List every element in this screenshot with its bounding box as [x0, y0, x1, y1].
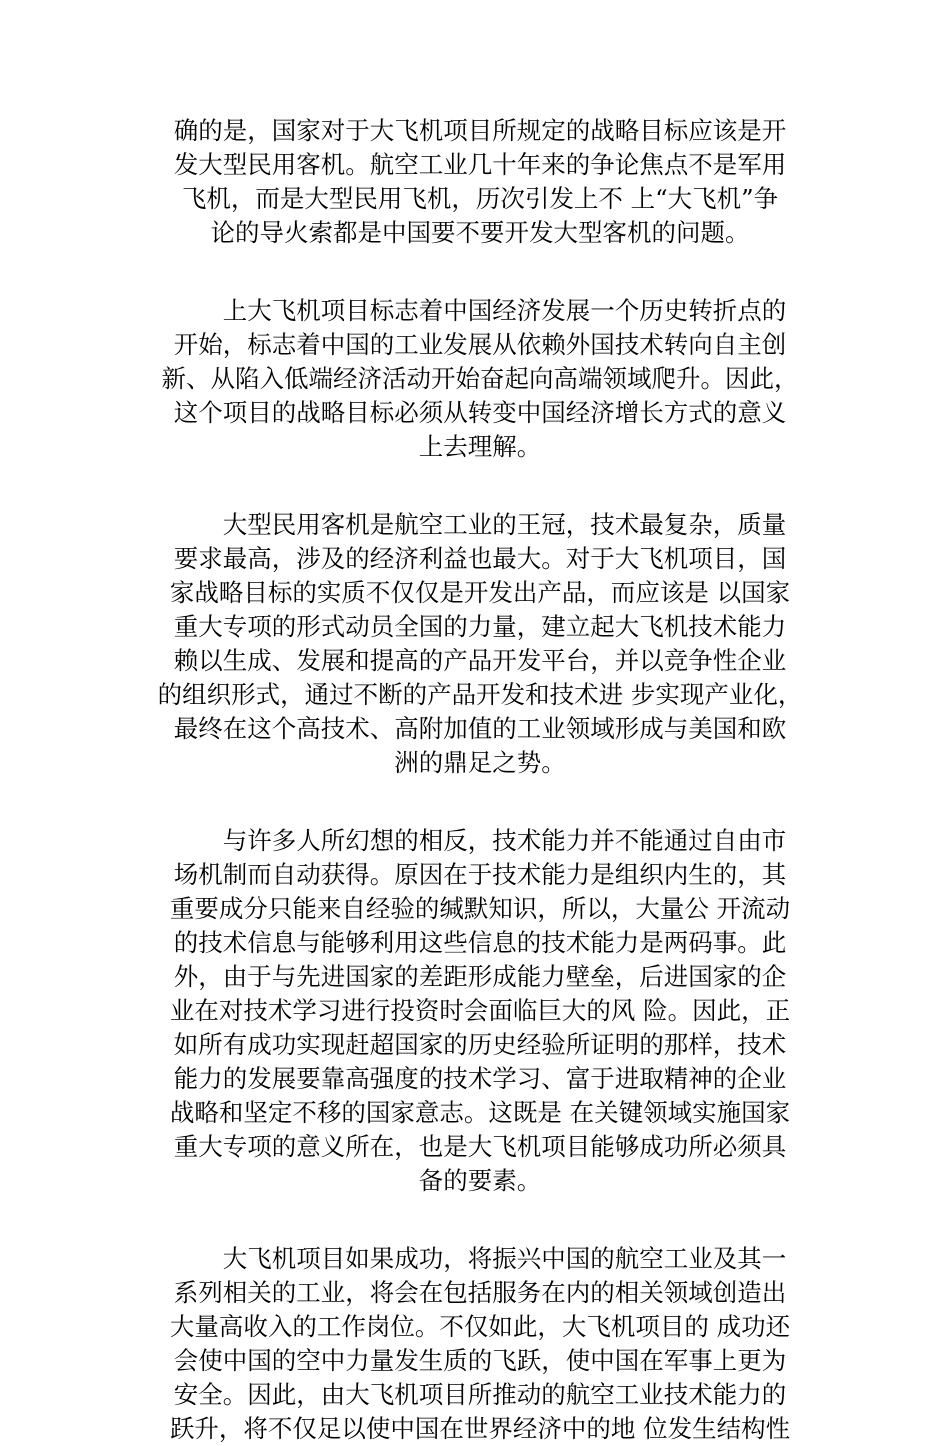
paragraph-1 — [150, 114, 810, 250]
text-line: 最终在这个高技术、高附加值的工业领域形成与美国和欧 — [173, 714, 787, 743]
text-line: 与许多人所幻想的相反，技术能力并不能通过自由市 — [173, 826, 787, 855]
text-line: 安全。因此，由大飞机项目所推动的航空工业技术能力的 — [173, 1380, 787, 1409]
text-line: 大飞机项目如果成功，将振兴中国的航空工业及其一 — [173, 1244, 787, 1273]
text-line: 会使中国的空中力量发生质的飞跃，使中国在军事上更为 — [173, 1346, 787, 1375]
text-line: 系列相关的工业，将会在包括服务在内的相关领域创造出 — [173, 1278, 787, 1307]
text-line: 大型民用客机是航空工业的王冠，技术最复杂，质量 — [173, 510, 787, 539]
text-line: 的组织形式，通过不断的产品开发和技术进 步实现产业化， — [157, 680, 803, 709]
text-line: 重大专项的意义所在，也是大飞机项目能够成功所必须具 — [173, 1132, 787, 1161]
text-line: 外，由于与先进国家的差距形成能力壁垒，后进国家的企 — [173, 962, 787, 991]
text-line: 家战略目标的实质不仅仅是开发出产品，而应该是 以国家 — [169, 578, 791, 607]
text-line: 上去理解。 — [418, 432, 542, 461]
text-line: 如所有成功实现赶超国家的历史经验所证明的那样，技术 — [173, 1030, 787, 1059]
text-line: 飞机，而是大型民用飞机，历次引发上不 上“大飞机”争 — [181, 184, 779, 213]
paragraph-3 — [150, 508, 810, 780]
paragraph-2 — [150, 294, 810, 464]
text-line: 重要成分只能来自经验的缄默知识，所以，大量公 开流动 — [169, 894, 791, 923]
text-line: 要求最高，涉及的经济利益也最大。对于大飞机项目，国 — [173, 544, 787, 573]
text-line: 确的是，国家对于大飞机项目所规定的战略目标应该是开 — [173, 116, 787, 145]
paragraph-5 — [150, 1242, 810, 1446]
paragraph-4 — [150, 824, 810, 1198]
body-text — [150, 114, 810, 1446]
text-line: 业在对技术学习进行投资时会面临巨大的风 险。因此，正 — [169, 996, 791, 1025]
text-line: 新、从陷入低端经济活动开始奋起向高端领域爬升。因此， — [161, 364, 799, 393]
text-line: 论的导火索都是中国要不要开发大型客机的问题。 — [210, 218, 750, 247]
text-line: 发大型民用客机。航空工业几十年来的争论焦点不是军用 — [173, 150, 787, 179]
text-line: 的技术信息与能够利用这些信息的技术能力是两码事。此 — [173, 928, 787, 957]
text-line: 大量高收入的工作岗位。不仅如此，大飞机项目的 成功还 — [169, 1312, 791, 1341]
text-line: 上大飞机项目标志着中国经济发展一个历史转折点的 — [173, 296, 787, 325]
text-line: 场机制而自动获得。原因在于技术能力是组织内生的，其 — [173, 860, 787, 889]
text-line: 备的要素。 — [418, 1166, 542, 1195]
text-line: 战略和坚定不移的国家意志。这既是 在关键领域实施国家 — [169, 1098, 791, 1127]
text-line: 这个项目的战略目标必须从转变中国经济增长方式的意义 — [173, 398, 787, 427]
text-line: 开始，标志着中国的工业发展从依赖外国技术转向自主创 — [173, 330, 787, 359]
text-line: 能力的发展要靠高强度的技术学习、富于进取精神的企业 — [173, 1064, 787, 1093]
text-line: 跃升，将不仅足以使中国在世界经济中的地 位发生结构性 — [169, 1414, 791, 1443]
text-line: 洲的鼎足之势。 — [394, 748, 566, 777]
text-line: 赖以生成、发展和提高的产品开发平台，并以竞争性企业 — [173, 646, 787, 675]
text-line: 重大专项的形式动员全国的力量，建立起大飞机技术能力 — [173, 612, 787, 641]
